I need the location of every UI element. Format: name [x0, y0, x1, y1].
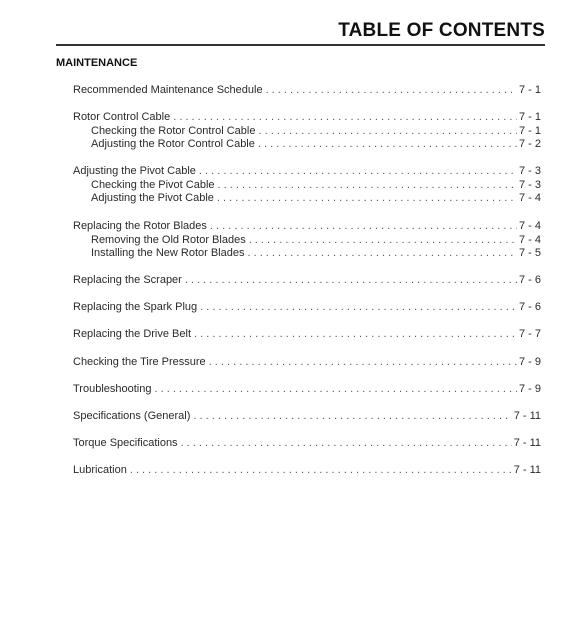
toc-group: [73, 301, 541, 315]
toc-page-number: 7 - 4: [518, 220, 541, 232]
toc-page-number: 7 - 3: [518, 178, 541, 191]
toc-entry-label: Rotor Control Cable: [73, 111, 171, 123]
toc-entry-label: Specifications (General): [73, 410, 191, 422]
toc-entry-label: Removing the Old Rotor Blades: [91, 233, 246, 246]
toc-entry[interactable]: [73, 410, 541, 424]
dot-leader: [181, 437, 512, 451]
toc-entry[interactable]: [73, 464, 541, 478]
toc-entry-label: Checking the Rotor Control Cable: [91, 124, 256, 137]
dot-leader: [249, 234, 517, 248]
dot-leader: [154, 383, 517, 397]
toc-entry[interactable]: [73, 383, 541, 397]
toc-page-number: 7 - 7: [518, 328, 541, 340]
dot-leader: [258, 125, 517, 139]
dot-leader: [185, 274, 517, 288]
toc-entry[interactable]: [73, 301, 541, 315]
toc-entry-label: Installing the New Rotor Blades: [91, 247, 245, 259]
toc-group: [73, 84, 541, 98]
toc-entry[interactable]: [73, 84, 541, 98]
toc-entry-label: Lubrication: [73, 464, 127, 476]
toc-page-number: 7 - 2: [518, 138, 541, 150]
toc-entry-label: Replacing the Rotor Blades: [73, 220, 207, 232]
toc-group: [73, 356, 541, 370]
toc-entry-label: Troubleshooting: [73, 383, 152, 395]
dot-leader: [258, 138, 517, 152]
toc-group: [73, 165, 541, 206]
toc-entry-label: Recommended Maintenance Schedule: [73, 84, 263, 96]
toc-subentry[interactable]: [73, 125, 541, 139]
toc-entry-label: Checking the Pivot Cable: [91, 178, 215, 191]
dot-leader: [193, 410, 511, 424]
toc-group: [73, 328, 541, 342]
toc-page-number: 7 - 9: [518, 356, 541, 368]
toc-page-number: 7 - 9: [518, 383, 541, 395]
toc-group: [73, 220, 541, 261]
dot-leader: [217, 192, 517, 206]
section-heading: MAINTENANCE: [56, 57, 138, 69]
toc-subentry[interactable]: [73, 138, 541, 152]
toc-entry-label: Adjusting the Pivot Cable: [73, 165, 196, 177]
toc-entry-label: Replacing the Scraper: [73, 274, 182, 286]
dot-leader: [173, 111, 517, 125]
toc-entry[interactable]: [73, 274, 541, 288]
toc-entry-label: Torque Specifications: [73, 437, 178, 449]
toc-entry[interactable]: [73, 437, 541, 451]
dot-leader: [194, 328, 517, 342]
dot-leader: [130, 464, 512, 478]
toc-page-number: 7 - 1: [518, 124, 541, 137]
dot-leader: [200, 301, 517, 315]
dot-leader: [199, 165, 517, 179]
toc-entry[interactable]: [73, 111, 541, 125]
dot-leader: [210, 220, 517, 234]
dot-leader: [266, 84, 517, 98]
toc-page-number: 7 - 11: [513, 437, 541, 449]
toc-page-number: 7 - 11: [513, 410, 541, 422]
toc-group: [73, 111, 541, 152]
toc-page-number: 7 - 3: [518, 165, 541, 177]
page-title: TABLE OF CONTENTS: [338, 20, 545, 41]
toc-group: [73, 437, 541, 451]
toc-group: [73, 410, 541, 424]
toc-group: [73, 383, 541, 397]
toc-subentry[interactable]: [73, 234, 541, 248]
toc-subentry[interactable]: [73, 179, 541, 193]
toc-page-number: 7 - 1: [518, 111, 541, 123]
toc-page-number: 7 - 5: [518, 247, 541, 259]
toc-page-number: 7 - 4: [518, 233, 541, 246]
toc-subentry[interactable]: [73, 192, 541, 206]
toc-page-number: 7 - 6: [518, 301, 541, 313]
toc-entry-label: Replacing the Spark Plug: [73, 301, 198, 313]
toc-group: [73, 274, 541, 288]
toc-group: [73, 464, 541, 478]
toc-entry[interactable]: [73, 220, 541, 234]
toc-page-number: 7 - 1: [518, 84, 541, 96]
toc-page-number: 7 - 6: [518, 274, 541, 286]
toc-page-number: 7 - 11: [513, 464, 541, 476]
toc-entry-label: Adjusting the Rotor Control Cable: [91, 138, 255, 150]
dot-leader: [209, 356, 517, 370]
toc-subentry[interactable]: [73, 247, 541, 261]
title-rule: [56, 44, 545, 46]
toc-entry-label: Replacing the Drive Belt: [73, 328, 192, 340]
dot-leader: [247, 247, 517, 261]
toc-entry[interactable]: [73, 356, 541, 370]
toc-entry[interactable]: [73, 328, 541, 342]
dot-leader: [218, 179, 517, 193]
toc-entry-label: Adjusting the Pivot Cable: [91, 192, 214, 204]
toc-entry-label: Checking the Tire Pressure: [73, 356, 206, 368]
toc-entry[interactable]: [73, 165, 541, 179]
toc-page-number: 7 - 4: [518, 192, 541, 204]
